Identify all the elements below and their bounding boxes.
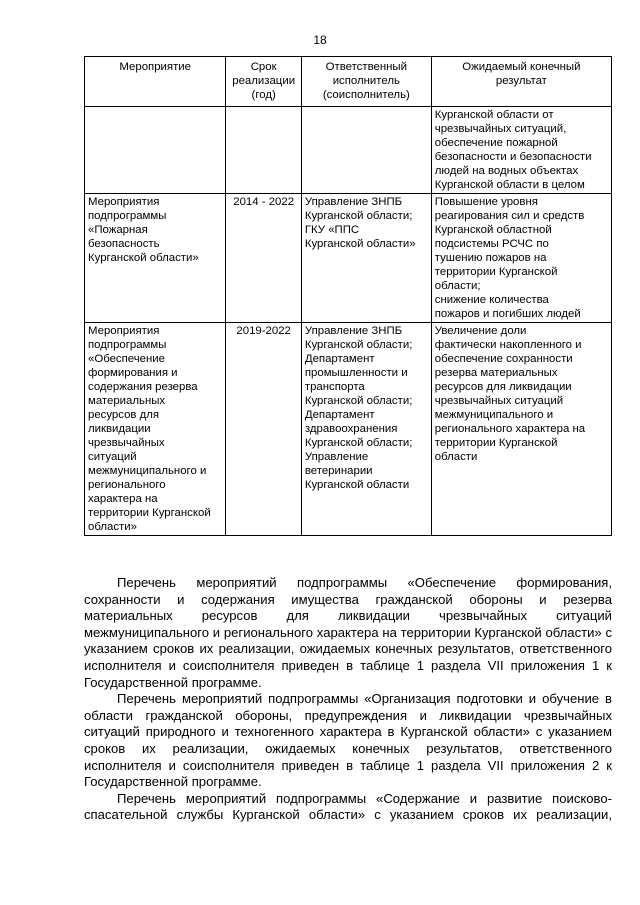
table-row xyxy=(85,107,612,194)
header-result: Ожидаемый конечный результат xyxy=(431,57,611,107)
cell-term: 2019-2022 xyxy=(226,323,301,536)
cell-event xyxy=(85,107,226,194)
measures-table xyxy=(84,56,612,536)
cell-result: Курганской области от чрезвычайных ситуаций, обеспечение пожарной безопасности и безопасности людей на водных объектах Курганской области в целом xyxy=(431,107,611,194)
cell-event: Мероприятия подпрограммы «Пожарная безопасность Курганской области» xyxy=(85,194,226,323)
header-executor: Ответственный исполнитель (соисполнитель) xyxy=(301,57,431,107)
table-header-row xyxy=(85,57,612,107)
paragraph: Перечень мероприятий подпрограммы «Содержание и развитие поисково-спасательной службы Курганской области» с указанием сроков их реализации, xyxy=(84,790,612,823)
table-row xyxy=(85,194,612,323)
paragraph: Перечень мероприятий подпрограммы «Организация подготовки и обучение в области гражданской обороны, предупреждения и ликвидации чрезвычайных ситуаций природного и техногенного характера в Курганской области» с указанием сроков их реализации, ожидаемых конечных результатов, ответственного исполнителя и соисполнителя приведен в таблице 1 раздела VII приложения 2 к Государственной программе. xyxy=(84,691,612,790)
cell-executor: Управление ЗНПБ Курганской области; ГКУ «ППС Курганской области» xyxy=(301,194,431,323)
cell-executor: Управление ЗНПБ Курганской области; Департамент промышленности и транспорта Курганской области; Департамент здравоохранения Курганской области; Управление ветеринарии Курганской области xyxy=(301,323,431,536)
header-event: Мероприятие xyxy=(85,57,226,107)
cell-term xyxy=(226,107,301,194)
cell-executor xyxy=(301,107,431,194)
cell-result: Увеличение доли фактически накопленного и обеспечение сохранности резерва материальных ресурсов для ликвидации чрезвычайных ситуаций межмуниципального и регионального характера на территории Курганской области xyxy=(431,323,611,536)
page-number: 18 xyxy=(313,33,327,47)
cell-event: Мероприятия подпрограммы «Обеспечение формирования и содержания резерва материальных ресурсов для ликвидации чрезвычайных ситуаций межмуниципального и регионального характера на территории Курганской области» xyxy=(85,323,226,536)
paragraph: Перечень мероприятий подпрограммы «Обеспечение формирования, сохранности и содержания имущества гражданской обороны и резерва материальных ресурсов для ликвидации чрезвычайных ситуаций межмуниципального и регионального характера на территории Курганской области» с указанием сроков их реализации, ожидаемых конечных результатов, ответственного исполнителя и соисполнителя приведен в таблице 1 раздела VII приложения 1 к Государственной программе. xyxy=(84,575,612,690)
cell-term: 2014 - 2022 xyxy=(226,194,301,323)
header-term: Срок реализации (год) xyxy=(226,57,301,107)
body-text xyxy=(84,575,612,824)
table-row xyxy=(85,323,612,536)
cell-result: Повышение уровня реагирования сил и средств Курганской областной подсистемы РСЧС по тушению пожаров на территории Курганской области; снижение количества пожаров и погибших людей xyxy=(431,194,611,323)
